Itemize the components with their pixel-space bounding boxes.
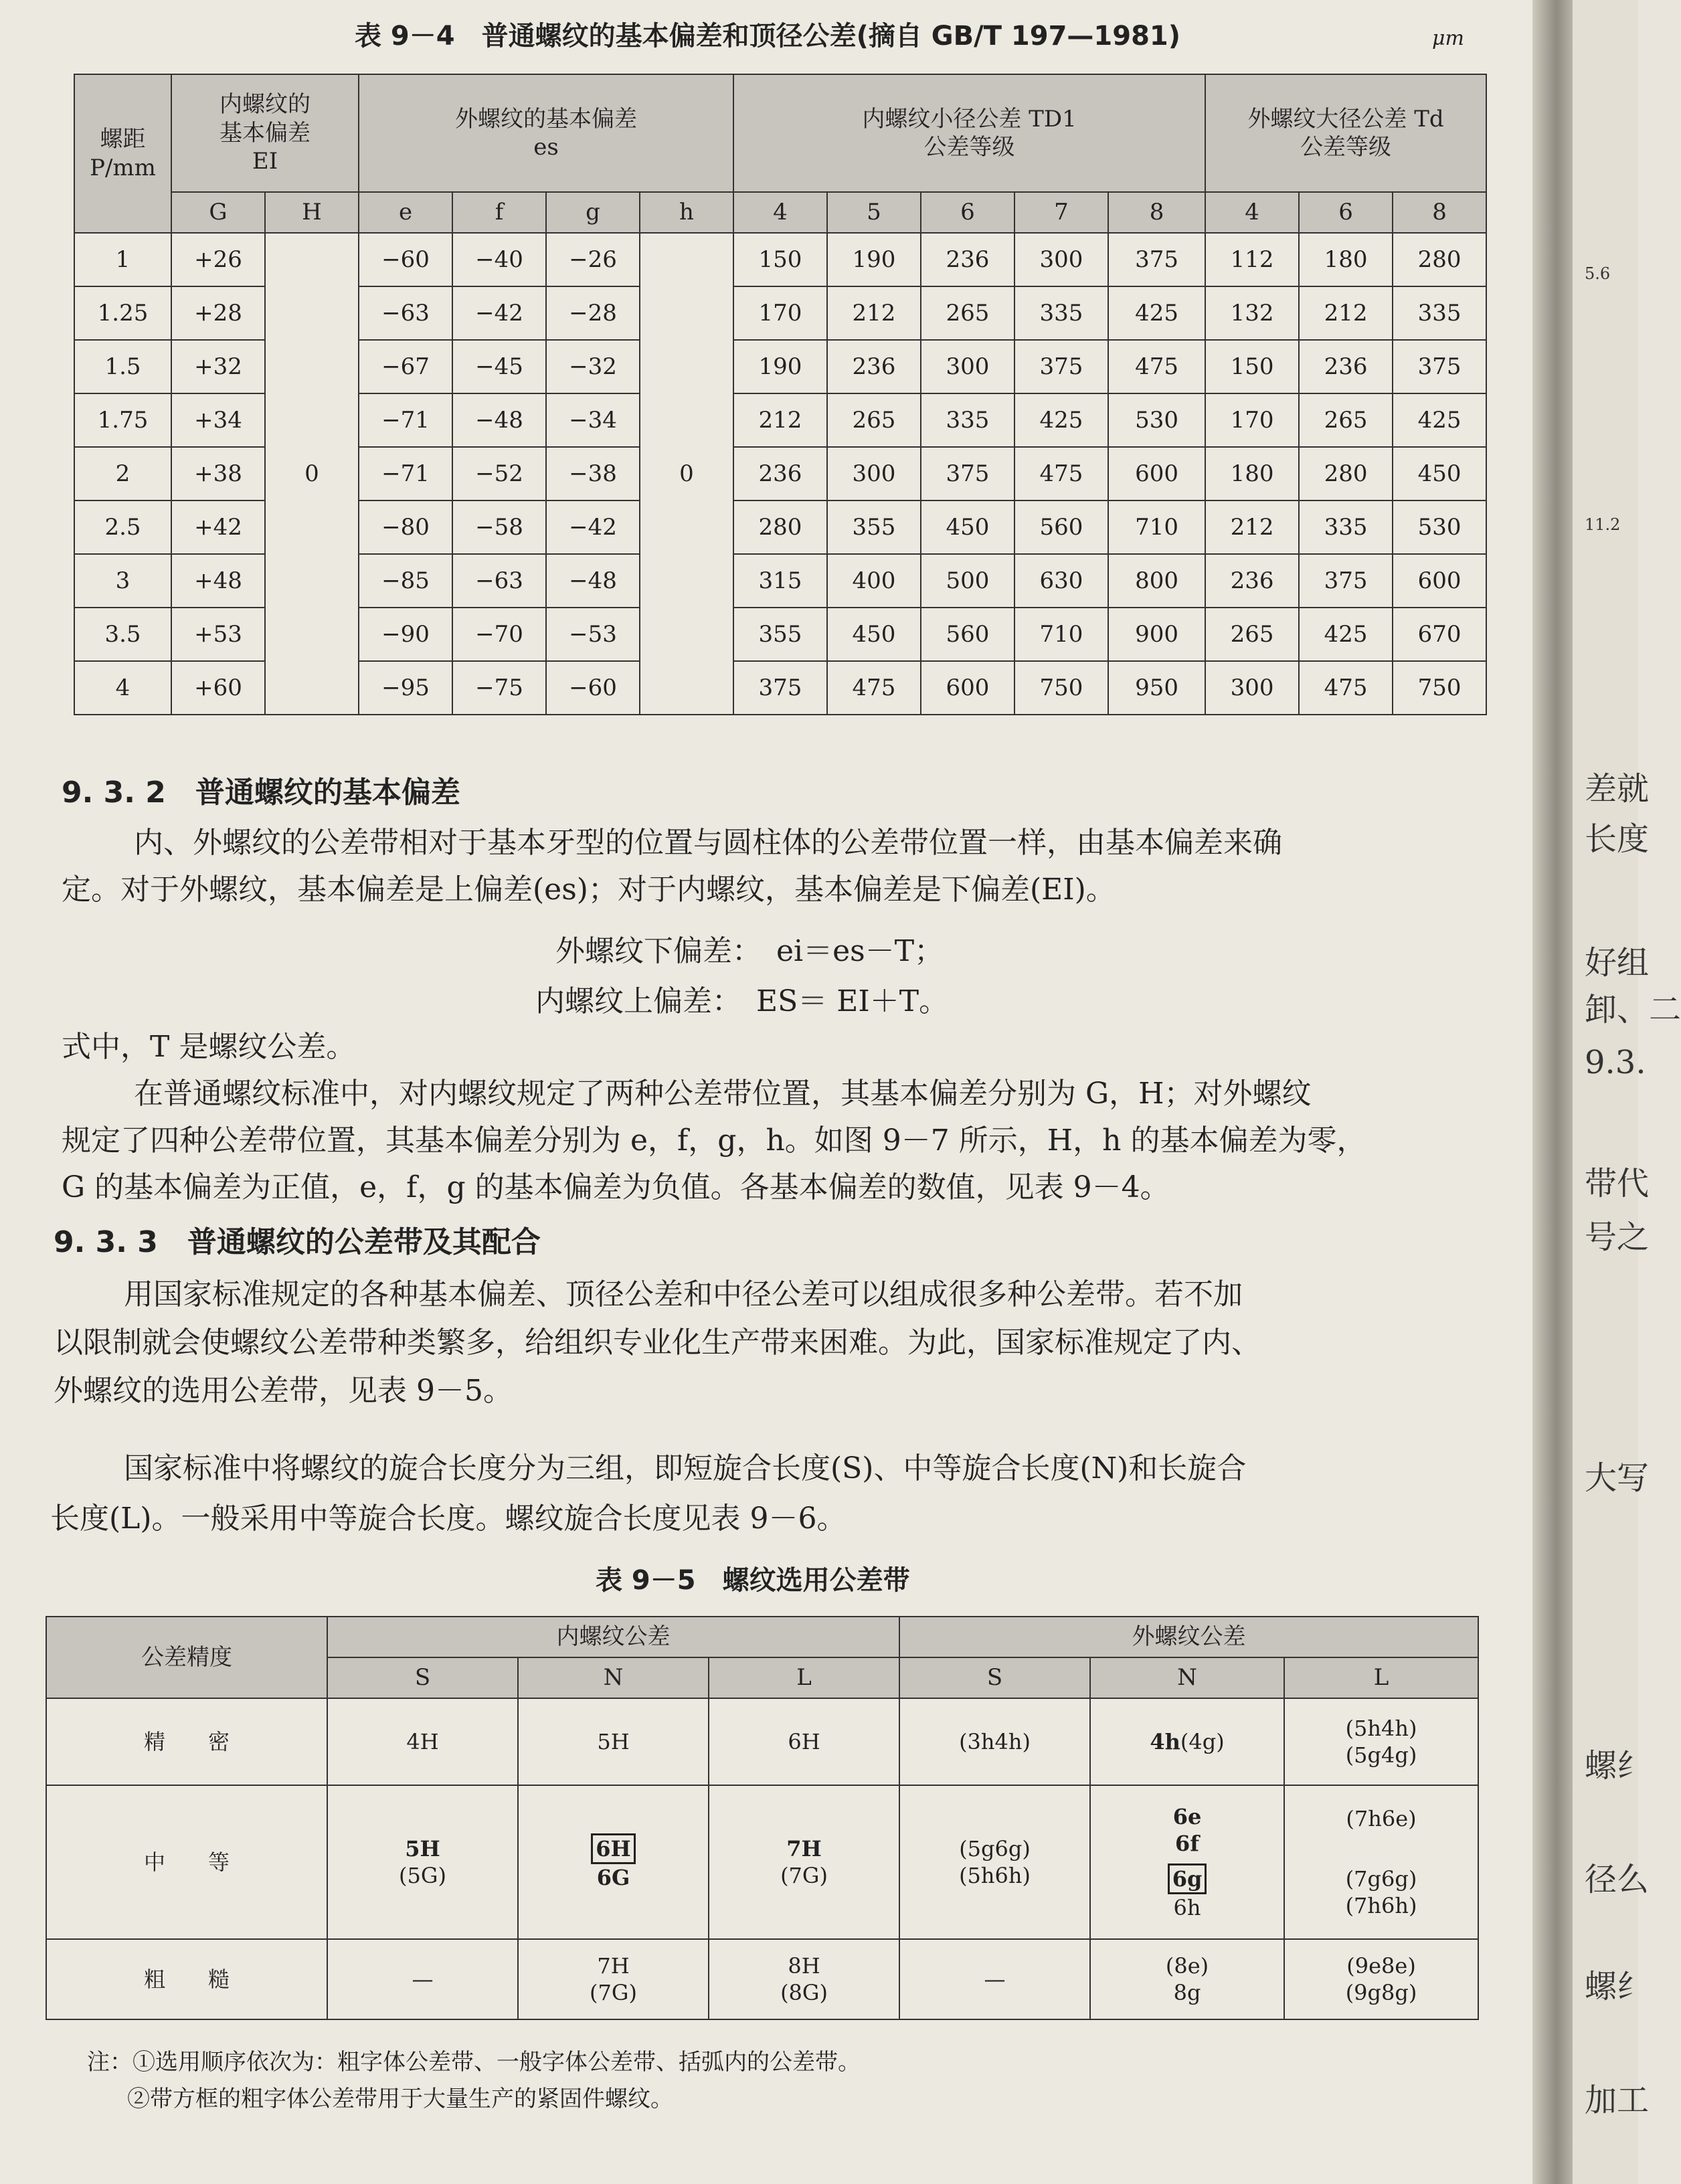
table-cell: 450 (1393, 447, 1486, 500)
table-cell: 0 (265, 233, 359, 715)
table-cell: 180 (1205, 447, 1299, 500)
header-pitch: 螺距 P/mm (74, 74, 171, 233)
table-cell: 500 (921, 554, 1014, 608)
table-cell: 236 (921, 233, 1014, 286)
table-cell: 280 (1299, 447, 1393, 500)
table-cell: 265 (827, 393, 921, 447)
row-coarse (46, 1939, 1478, 2019)
table-cell: 170 (733, 286, 827, 340)
table-cell: 475 (1108, 340, 1205, 393)
table5 (46, 1616, 1479, 2020)
table-cell: −71 (359, 393, 452, 447)
sub-header: S (899, 1657, 1090, 1698)
table-cell: 236 (1299, 340, 1393, 393)
table-cell: 450 (921, 500, 1014, 554)
table-cell: 3.5 (74, 608, 171, 661)
adjacent-text: 大写 (1585, 1459, 1650, 1497)
table-cell: +38 (171, 447, 265, 500)
cell: 6H 6G (518, 1785, 709, 1939)
sub-header: 7 (1014, 192, 1108, 233)
table-cell: +34 (171, 393, 265, 447)
note-1: 注：①选用顺序依次为：粗字体公差带、一般字体公差带、括弧内的公差带。 (87, 2049, 861, 2076)
sub-header: f (452, 192, 546, 233)
header-external-deviation: 外螺纹的基本偏差 es (359, 74, 733, 192)
table-cell: +53 (171, 608, 265, 661)
table-cell: 560 (921, 608, 1014, 661)
table-cell: −60 (359, 233, 452, 286)
table-cell: 265 (921, 286, 1014, 340)
sub-header: N (1090, 1657, 1284, 1698)
paragraph: 规定了四种公差带位置，其基本偏差分别为 e，f，g，h。如图 9－7 所示，H，h 的基本偏差为零， (62, 1123, 1366, 1158)
sub-header: 4 (1205, 192, 1299, 233)
table-cell: 475 (1299, 661, 1393, 715)
table-cell: −42 (546, 500, 640, 554)
paragraph: 长度(L)。一般采用中等旋合长度。螺纹旋合长度见表 9－6。 (50, 1502, 847, 1536)
table-cell: −28 (546, 286, 640, 340)
header-minor-tolerance: 内螺纹小径公差 TD1 公差等级 (733, 74, 1205, 192)
table-cell: 180 (1299, 233, 1393, 286)
table-cell: 600 (1108, 447, 1205, 500)
paragraph: 定。对于外螺纹，基本偏差是上偏差(es)；对于内螺纹，基本偏差是下偏差(EI)。 (62, 873, 1116, 907)
paragraph: 国家标准中将螺纹的旋合长度分为三组，即短旋合长度(S)、中等旋合长度(N)和长旋合 (124, 1451, 1247, 1485)
adjacent-text: 螺纟 (1585, 1968, 1650, 2005)
header-grade: 公差精度 (46, 1617, 327, 1698)
table-cell: 212 (1299, 286, 1393, 340)
table-cell: −71 (359, 447, 452, 500)
table-cell: −63 (452, 554, 546, 608)
row-fine (46, 1698, 1478, 1785)
table-cell: 265 (1205, 608, 1299, 661)
table-cell: −90 (359, 608, 452, 661)
table-cell: 0 (640, 233, 733, 715)
table-cell: −52 (452, 447, 546, 500)
table-cell: 2 (74, 447, 171, 500)
table-cell: 132 (1205, 286, 1299, 340)
table-cell: 170 (1205, 393, 1299, 447)
book-spine (1532, 0, 1573, 2184)
table-cell: −70 (452, 608, 546, 661)
table-cell: −60 (546, 661, 640, 715)
adjacent-text: 螺纟 (1585, 1747, 1650, 1785)
section-932-heading: 9. 3. 2 普通螺纹的基本偏差 (62, 776, 460, 810)
table-cell: 236 (1205, 554, 1299, 608)
table-cell: 2.5 (74, 500, 171, 554)
table-cell: 1.5 (74, 340, 171, 393)
table4 (74, 74, 1487, 715)
table-cell: 355 (733, 608, 827, 661)
table-cell: 150 (733, 233, 827, 286)
table-cell: 212 (1205, 500, 1299, 554)
sub-header: G (171, 192, 265, 233)
header-major-tolerance: 外螺纹大径公差 Td 公差等级 (1205, 74, 1486, 192)
paragraph: 式中，T 是螺纹公差。 (62, 1030, 356, 1064)
table-row (74, 233, 1486, 286)
sub-header: 6 (921, 192, 1014, 233)
cell: 5H (5G) (327, 1785, 518, 1939)
table-cell: +28 (171, 286, 265, 340)
table-cell: 236 (733, 447, 827, 500)
note-2: ②带方框的粗字体公差带用于大量生产的紧固件螺纹。 (127, 2086, 673, 2112)
row-medium (46, 1785, 1478, 1939)
table-cell: 355 (827, 500, 921, 554)
paragraph: 外螺纹的选用公差带，见表 9－5。 (54, 1374, 513, 1408)
table-cell: 280 (1393, 233, 1486, 286)
table-cell: −67 (359, 340, 452, 393)
cell: (8e) 8g (1090, 1939, 1284, 2019)
cell: — (327, 1939, 518, 2019)
cell: — (899, 1939, 1090, 2019)
table-cell: 335 (921, 393, 1014, 447)
sub-header: L (1284, 1657, 1478, 1698)
paragraph: 内、外螺纹的公差带相对于基本牙型的位置与圆柱体的公差带位置一样，由基本偏差来确 (134, 826, 1282, 860)
table-cell: 1.25 (74, 286, 171, 340)
sub-header: e (359, 192, 452, 233)
sub-header: 5 (827, 192, 921, 233)
table-cell: −34 (546, 393, 640, 447)
cell: 6H (709, 1698, 899, 1785)
cell: 6e 6f 6g 6h (1090, 1785, 1284, 1939)
table-cell: 335 (1299, 500, 1393, 554)
table-cell: 560 (1014, 500, 1108, 554)
table-cell: 300 (1205, 661, 1299, 715)
table5-title: 表 9－5 螺纹选用公差带 (596, 1565, 910, 1596)
adjacent-text: 9.3. (1585, 1044, 1646, 1081)
table-cell: 375 (1108, 233, 1205, 286)
table-cell: 300 (1014, 233, 1108, 286)
table-cell: 112 (1205, 233, 1299, 286)
table-cell: −38 (546, 447, 640, 500)
table-cell: 315 (733, 554, 827, 608)
table-cell: 750 (1393, 661, 1486, 715)
cell: 4h(4g) (1090, 1698, 1284, 1785)
table4-title: 表 9－4 普通螺纹的基本偏差和顶径公差(摘自 GB/T 197—1981) (355, 21, 1181, 52)
table-cell: +32 (171, 340, 265, 393)
table-cell: 265 (1299, 393, 1393, 447)
table-cell: 425 (1014, 393, 1108, 447)
cell: 5H (518, 1698, 709, 1785)
table-cell: 900 (1108, 608, 1205, 661)
table-cell: 190 (733, 340, 827, 393)
table-cell: −75 (452, 661, 546, 715)
table-cell: −63 (359, 286, 452, 340)
table-cell: 375 (921, 447, 1014, 500)
cell: (5h4h) (5g4g) (1284, 1698, 1478, 1785)
table-cell: 280 (733, 500, 827, 554)
table-cell: 212 (733, 393, 827, 447)
adjacent-text: 号之 (1585, 1218, 1650, 1256)
cell: (5g6g) (5h6h) (899, 1785, 1090, 1939)
adjacent-text: 长度 (1585, 820, 1650, 858)
adjacent-text: 11.2 (1585, 515, 1621, 534)
table-cell: 150 (1205, 340, 1299, 393)
table-cell: 800 (1108, 554, 1205, 608)
header-internal-deviation: 内螺纹的 基本偏差 EI (171, 74, 359, 192)
table-cell: −32 (546, 340, 640, 393)
table-cell: +60 (171, 661, 265, 715)
table-cell: 190 (827, 233, 921, 286)
adjacent-text: 带代 (1585, 1165, 1650, 1202)
table-cell: 375 (1393, 340, 1486, 393)
table-cell: 236 (827, 340, 921, 393)
grade-label: 精 密 (46, 1698, 327, 1785)
sub-header: 6 (1299, 192, 1393, 233)
table-cell: −42 (452, 286, 546, 340)
cell: (7h6e) (7g6g) (7h6h) (1284, 1785, 1478, 1939)
paragraph: 以限制就会使螺纹公差带种类繁多，给组织专业化生产带来困难。为此，国家标准规定了内、 (54, 1326, 1261, 1360)
sub-header: 8 (1393, 192, 1486, 233)
cell: (9e8e) (9g8g) (1284, 1939, 1478, 2019)
table-cell: −95 (359, 661, 452, 715)
cell: 8H (8G) (709, 1939, 899, 2019)
cell: 7H (7G) (518, 1939, 709, 2019)
table-cell: 400 (827, 554, 921, 608)
table-cell: 212 (827, 286, 921, 340)
table-cell: 475 (827, 661, 921, 715)
table-cell: 670 (1393, 608, 1486, 661)
paragraph: 在普通螺纹标准中，对内螺纹规定了两种公差带位置，其基本偏差分别为 G，H；对外螺纹 (134, 1077, 1312, 1111)
cell: 4H (327, 1698, 518, 1785)
formula-external: 外螺纹下偏差： ei＝es－T； (555, 934, 944, 968)
table-cell: 3 (74, 554, 171, 608)
table-cell: 425 (1393, 393, 1486, 447)
paragraph: G 的基本偏差为正值，e，f，g 的基本偏差为负值。各基本偏差的数值，见表 9－4。 (62, 1170, 1170, 1204)
table-cell: 4 (74, 661, 171, 715)
table-cell: −80 (359, 500, 452, 554)
table-cell: −48 (452, 393, 546, 447)
table-cell: 300 (827, 447, 921, 500)
sub-header: h (640, 192, 733, 233)
table-cell: 710 (1014, 608, 1108, 661)
table-cell: 600 (921, 661, 1014, 715)
table-cell: −85 (359, 554, 452, 608)
cell: (3h4h) (899, 1698, 1090, 1785)
table-cell: 375 (733, 661, 827, 715)
table-cell: −40 (452, 233, 546, 286)
adjacent-text: 5.6 (1585, 264, 1611, 283)
grade-label: 粗 糙 (46, 1939, 327, 2019)
adjacent-page (1573, 0, 1681, 2184)
table-cell: +42 (171, 500, 265, 554)
sub-header: g (546, 192, 640, 233)
section-933-heading: 9. 3. 3 普通螺纹的公差带及其配合 (54, 1225, 541, 1259)
table-cell: −48 (546, 554, 640, 608)
cell: 7H (7G) (709, 1785, 899, 1939)
table-cell: 1 (74, 233, 171, 286)
sub-header: L (709, 1657, 899, 1698)
adjacent-text: 好组 (1585, 944, 1650, 982)
table-cell: −58 (452, 500, 546, 554)
table-cell: 335 (1393, 286, 1486, 340)
table-cell: 375 (1014, 340, 1108, 393)
table-cell: 710 (1108, 500, 1205, 554)
table-cell: −26 (546, 233, 640, 286)
formula-internal: 内螺纹上偏差： ES＝ EI＋T。 (535, 984, 949, 1018)
table-cell: 600 (1393, 554, 1486, 608)
adjacent-text: 卸、二 (1585, 991, 1681, 1028)
table-cell: 450 (827, 608, 921, 661)
table-cell: 335 (1014, 286, 1108, 340)
table-cell: −53 (546, 608, 640, 661)
table-cell: 1.75 (74, 393, 171, 447)
adjacent-text: 加工 (1585, 2082, 1650, 2119)
grade-label: 中 等 (46, 1785, 327, 1939)
table4-unit: μm (1432, 27, 1464, 50)
sub-header: 8 (1108, 192, 1205, 233)
table-cell: 530 (1393, 500, 1486, 554)
adjacent-text: 径么 (1585, 1861, 1650, 1898)
sub-header: S (327, 1657, 518, 1698)
sub-header: 4 (733, 192, 827, 233)
table-cell: 950 (1108, 661, 1205, 715)
header-internal: 内螺纹公差 (327, 1617, 899, 1657)
sub-header: N (518, 1657, 709, 1698)
table-cell: +26 (171, 233, 265, 286)
sub-header: H (265, 192, 359, 233)
table-cell: 630 (1014, 554, 1108, 608)
paragraph: 用国家标准规定的各种基本偏差、顶径公差和中径公差可以组成很多种公差带。若不加 (124, 1277, 1243, 1311)
table-cell: −45 (452, 340, 546, 393)
table-cell: 375 (1299, 554, 1393, 608)
adjacent-text: 差就 (1585, 770, 1650, 808)
table-cell: 530 (1108, 393, 1205, 447)
table-cell: 475 (1014, 447, 1108, 500)
table-cell: +48 (171, 554, 265, 608)
table-cell: 425 (1299, 608, 1393, 661)
table-cell: 750 (1014, 661, 1108, 715)
table-cell: 425 (1108, 286, 1205, 340)
table-cell: 300 (921, 340, 1014, 393)
header-external: 外螺纹公差 (899, 1617, 1478, 1657)
